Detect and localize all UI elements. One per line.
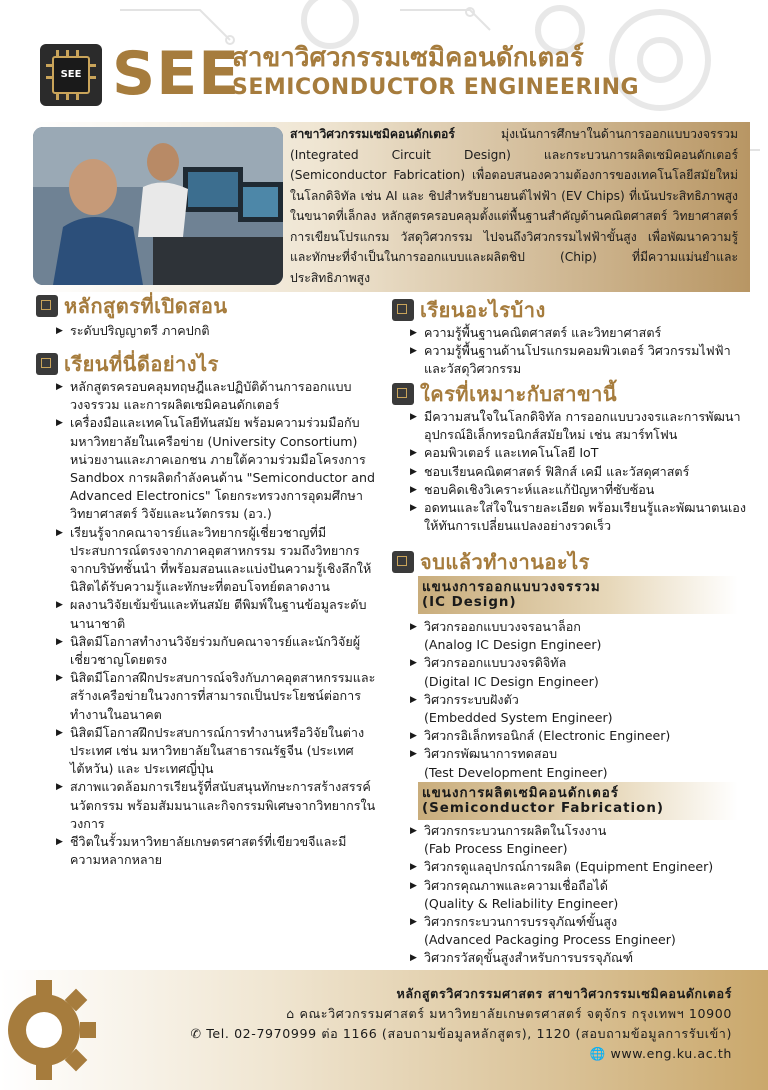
footer [0,970,768,1090]
suitability-title: ใครที่เหมาะกับสาขานี้ [420,382,618,406]
list-item: ▶ ชีวิตในรั้วมหาวิทยาลัยเกษตรศาสตร์ที่เขียวขจีและมีความหลากหลาย [56,833,376,869]
job-en: (Quality & Reliability Engineer) [424,895,619,911]
list-item: ▶ มีความสนใจในโลกดิจิทัล การออกแบบวงจรและการพัฒนาอุปกรณ์อิเล็กทรอนิกส์สมัยใหม่ เช่น สมาร์ทโฟน [410,408,750,444]
chip-icon [392,551,414,573]
job-item [410,691,750,727]
footer-phone: Tel. 02-7970999 ต่อ 1166 (สอบถามข้อมูลหลักสูตร), 1120 (สอบถามข้อมูลการรับเข้า) [206,1026,732,1041]
phone-icon: ✆ [190,1026,207,1041]
gear-icon [4,970,104,1088]
list-item: ▶ อดทนและใส่ใจในรายละเอียด พร้อมเรียนรู้และพัฒนาตนเองให้ทันการเปลี่ยนแปลงอย่างรวดเร็ว [410,499,750,535]
footer-address: คณะวิศวกรรมศาสตร์ มหาวิทยาลัยเกษตรศาสตร์ จตุจักร กรุงเทพฯ 10900 [299,1006,732,1021]
highlights-title: เรียนที่นี่ดีอย่างไร [64,352,219,376]
suitability-heading [392,380,617,408]
chip-icon [392,299,414,321]
job-th: วิศวกรกระบวนการบรรจุภัณฑ์ขั้นสูง [424,914,618,930]
job-en: (Advanced Packaging Process Engineer) [424,932,676,948]
footer-website[interactable]: www.eng.ku.ac.th [610,1046,732,1061]
see-acronym: SEE [112,39,241,109]
job-th: วิศวกรพัฒนาการทดสอบ [424,746,558,762]
chip-icon [36,353,58,375]
home-icon: ⌂ [286,1006,300,1021]
list-item: ▶ เรียนรู้จากคณาจารย์และวิทยากรผู้เชี่ยวชาญที่มีประสบการณ์ตรงจากภาคอุตสาหกรรม รวมถึงวิทยากรจากบริษัทชั้นนำ ที่พร้อมสอนและแบ่งปันความรู้เชิงลึกให้นิสิตได้รับความรู้และทักษะที่ตอบโจทย์ตลาดงาน [56,524,376,597]
job-item [410,654,750,690]
lab-photo-illustration [33,127,283,285]
job-en: (Fab Process Engineer) [424,841,568,857]
list-item: ▶ ผลงานวิจัยเข้มข้นและทันสมัย ตีพิมพ์ในฐานข้อมูลระดับนานาชาติ [56,596,376,632]
fabrication-heading-en: (Semiconductor Fabrication) [422,801,664,816]
job-th: วิศวกรกระบวนการผลิตในโรงงาน [424,823,607,838]
curriculum-list [410,324,740,379]
page-title-th: สาขาวิศวกรรมเซมิคอนดักเตอร์ [232,43,584,73]
intro-body: มุ่งเน้นการศึกษาในด้านการออกแบบวงจรรวม (Integrated Circuit Design) และกระบวนการผลิตเซมิคอนดักเตอร์ (Semiconductor Fabrication) เพื่อตอบสนองความต้องการของเทคโนโลยีสมัยใหม่ในโลกดิจิทัล เช่น AI และ ชิปสำหรับยานยนต์ไฟฟ้า (EV Chips) ที่เน้นประสิทธิภาพสูงในขนาดที่เล็กลง หลักสูตรครอบคลุมตั้งแต่พื้นฐานสำคัญด้านคณิตศาสตร์ วิทยาศาสตร์ การเขียนโปรแกรม วัสดุวิศวกรรม ไปจนถึงวิศวกรรมไฟฟ้าขั้นสูง เพื่อพัฒนาความรู้และทักษะที่จำเป็นในการออกแบบและผลิตชิป (Chip) ที่มีความแม่นยำและประสิทธิภาพสูง [290,127,738,285]
intro-lead: สาขาวิศวกรรมเซมิคอนดักเตอร์ [290,127,455,141]
see-logo [40,44,102,106]
list-item: ▶ หลักสูตรครอบคลุมทฤษฎีและปฏิบัติด้านการออกแบบวงจรรวม และการผลิตเซมิคอนดักเตอร์ [56,378,376,414]
job-en: (Digital IC Design Engineer) [424,673,599,689]
suitability-list [410,408,750,535]
curriculum-heading [392,296,546,324]
list-item: ▶ เครื่องมือและเทคโนโลยีทันสมัย พร้อมความร่วมมือกับมหาวิทยาลัยในเครือข่าย (University Consortium) หน่วยงานและภาคเอกชน ภายใต้ความร่วมมือโครงการ Sandbox การผลิตกำลังคนด้าน "Semiconductor and Advanced Electronics" โดยกระทรวงการอุดมศึกษา วิทยาศาสตร์ วิจัยและนวัตกรรม (อว.) [56,414,376,523]
footer-program: หลักสูตรวิศวกรรมศาสตร สาขาวิศวกรรมเซมิคอนดักเตอร์ [396,986,732,1001]
highlights-heading [36,350,219,378]
job-th: วิศวกรอิเล็กทรอนิกส์ (Electronic Engineer) [424,728,671,744]
highlights-list [56,378,376,869]
list-item: ▶ นิสิตมีโอกาสทำงานวิจัยร่วมกับคณาจารย์และนักวิจัยผู้เชี่ยวชาญโดยตรง [56,633,376,669]
job-th: วิศวกรคุณภาพและความเชื่อถือได้ [424,877,608,893]
list-item: ▶ นิสิตมีโอกาสฝึกประสบการณ์จริงกับภาคอุตสาหกรรมและสร้างเครือข่ายในวงการที่สามารถเป็นประโยชน์ต่อการทำงานในอนาคต [56,669,376,724]
ic-design-heading-th: แขนงการออกแบบวงจรรวม [422,580,601,595]
programs-heading [36,292,228,320]
job-item [410,858,755,876]
chip-icon [392,383,414,405]
list-item: ▶ ความรู้พื้นฐานด้านโปรแกรมคอมพิวเตอร์ วิศวกรรมไฟฟ้า และวัสดุวิศวกรรม [410,342,740,378]
intro-paragraph [290,124,738,288]
job-en: (Analog IC Design Engineer) [424,637,602,653]
ic-design-band [418,576,738,614]
job-th: วิศวกรระบบฝังตัว [424,691,519,707]
footer-address-row [286,1004,732,1024]
chip-icon: SEE [52,56,90,94]
list-item: ▶ สภาพแวดล้อมการเรียนรู้ที่สนับสนุนทักษะการสร้างสรรค์นวัตกรรม พร้อมสัมมนาและกิจกรรมพิเศษจากวิทยากรในวงการ [56,778,376,833]
students-photo [33,127,283,285]
careers-title: จบแล้วทำงานอะไร [420,550,590,574]
job-item [410,727,750,745]
fabrication-band [418,782,738,820]
ic-design-heading-en: (IC Design) [422,595,517,610]
list-item: ▶ นิสิตมีโอกาสฝึกประสบการณ์การทำงานหรือวิจัยในต่างประเทศ เช่น มหาวิทยาลัยในสาธารณรัฐจีน (ประเทศไต้หวัน) และ ประเทศญี่ปุ่น [56,724,376,779]
list-item: ▶ ชอบคิดเชิงวิเคราะห์และแก้ปัญหาที่ซับซ้อน [410,481,750,499]
fabrication-heading-th: แขนงการผลิตเซมิคอนดักเตอร์ [422,786,620,801]
globe-icon: 🌐 [589,1046,611,1061]
job-th: วิศวกรดูแลอุปกรณ์การผลิต (Equipment Engineer) [424,859,714,875]
job-item [410,618,750,654]
job-th: วิศวกรวัสดุขั้นสูงสำหรับการบรรจุภัณฑ์ [424,950,634,966]
page-title-en: SEMICONDUCTOR ENGINEERING [232,75,640,100]
job-item [410,913,755,949]
footer-website-row[interactable] [590,1046,732,1062]
footer-phone-row [191,1024,733,1044]
job-item [410,877,755,913]
job-item [410,745,750,781]
job-en: (Test Development Engineer) [424,764,608,780]
list-item: ▶ ชอบเรียนคณิตศาสตร์ ฟิสิกส์ เคมี และวัสดุศาสตร์ [410,463,750,481]
careers-heading [392,548,590,576]
list-item: ▶ ความรู้พื้นฐานคณิตศาสตร์ และวิทยาศาสตร์ [410,324,740,342]
job-en: (Embedded System Engineer) [424,710,613,726]
curriculum-title: เรียนอะไรบ้าง [420,298,546,322]
job-item [410,822,755,858]
list-item: ▶ คอมพิวเตอร์ และเทคโนโลยี IoT [410,444,750,462]
job-th: วิศวกรออกแบบวงจรอนาล็อก [424,619,581,634]
fabrication-jobs [410,822,755,986]
list-item: ▶ ระดับปริญญาตรี ภาคปกติ [56,322,376,340]
programs-title: หลักสูตรที่เปิดสอน [64,294,228,318]
ic-design-jobs [410,618,750,782]
job-th: วิศวกรออกแบบวงจรดิจิทัล [424,655,567,671]
programs-list [56,322,376,340]
chip-icon [36,295,58,317]
